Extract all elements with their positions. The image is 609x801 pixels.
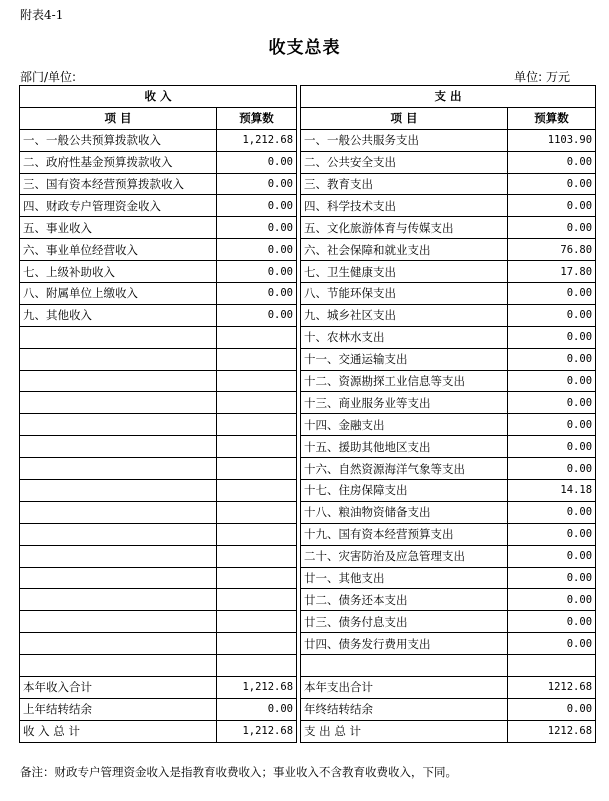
expense-budget-cell: 0.00 — [508, 392, 596, 414]
income-budget-cell: 0.00 — [217, 151, 297, 173]
table-row — [20, 458, 596, 480]
income-budget-cell — [217, 348, 297, 370]
income-budget-cell — [217, 589, 297, 611]
page-title: 收支总表 — [268, 38, 341, 58]
expense-budget-cell: 17.80 — [508, 261, 596, 283]
income-item-cell: 三、国有资本经营预算拨款收入 — [20, 173, 217, 195]
table-row — [20, 239, 596, 261]
income-item-cell: 九、其他收入 — [20, 304, 217, 326]
expense-header: 支 出 — [301, 86, 596, 108]
income-item-cell — [20, 370, 217, 392]
expense-item-cell: 四、科学技术支出 — [301, 195, 508, 217]
expense-item-cell: 十八、粮油物资储备支出 — [301, 501, 508, 523]
expense-budget-cell: 0.00 — [508, 567, 596, 589]
income-item-cell: 七、上级补助收入 — [20, 261, 217, 283]
table-row — [20, 698, 596, 720]
expense-item-cell: 十六、自然资源海洋气象等支出 — [301, 458, 508, 480]
table-row — [20, 326, 596, 348]
income-item-cell — [20, 458, 217, 480]
section-header-row — [20, 86, 596, 108]
table-row — [20, 283, 596, 305]
income-item-cell — [20, 436, 217, 458]
expense-budget-cell: 0.00 — [508, 436, 596, 458]
income-item-cell — [20, 655, 217, 677]
table-row — [20, 436, 596, 458]
income-budget-cell — [217, 436, 297, 458]
expense-budget-cell: 0.00 — [508, 151, 596, 173]
expense-budget-cell: 0.00 — [508, 633, 596, 655]
expense-budget-cell: 0.00 — [508, 195, 596, 217]
expense-budget-cell: 76.80 — [508, 239, 596, 261]
income-budget-cell — [217, 633, 297, 655]
income-budget-cell: 0.00 — [217, 261, 297, 283]
income-item-cell — [20, 589, 217, 611]
table-row — [20, 173, 596, 195]
income-item-cell: 六、事业单位经营收入 — [20, 239, 217, 261]
income-item-cell: 四、财政专户管理资金收入 — [20, 195, 217, 217]
table-row — [20, 129, 596, 151]
income-budget-cell — [217, 523, 297, 545]
income-budget-cell — [217, 611, 297, 633]
expense-budget-cell: 0.00 — [508, 523, 596, 545]
expense-budget-cell: 0.00 — [508, 545, 596, 567]
income-item-cell: 一、一般公共预算拨款收入 — [20, 129, 217, 151]
expense-budget-cell: 0.00 — [508, 370, 596, 392]
income-budget-cell — [217, 370, 297, 392]
income-budget-cell: 0.00 — [217, 217, 297, 239]
table-row — [20, 633, 596, 655]
income-budget-cell — [217, 414, 297, 436]
income-item-cell — [20, 326, 217, 348]
expense-item-cell: 七、卫生健康支出 — [301, 261, 508, 283]
income-item-cell — [20, 545, 217, 567]
table-row — [20, 720, 596, 742]
table-row — [20, 523, 596, 545]
expense-item-cell: 二十、灾害防治及应急管理支出 — [301, 545, 508, 567]
income-item-header: 项 目 — [20, 107, 217, 129]
expense-item-cell — [301, 655, 508, 677]
income-header: 收 入 — [20, 86, 297, 108]
expense-item-cell: 廿四、债务发行费用支出 — [301, 633, 508, 655]
table-row — [20, 217, 596, 239]
budget-table — [19, 85, 596, 743]
income-item-cell — [20, 633, 217, 655]
column-header-row — [20, 107, 596, 129]
expense-item-cell: 十、农林水支出 — [301, 326, 508, 348]
expense-budget-cell: 0.00 — [508, 501, 596, 523]
income-budget-cell — [217, 501, 297, 523]
expense-item-header: 项 目 — [301, 107, 508, 129]
expense-item-cell: 支 出 总 计 — [301, 720, 508, 742]
expense-budget-header: 预算数 — [508, 107, 596, 129]
expense-item-cell: 十一、交通运输支出 — [301, 348, 508, 370]
income-budget-cell: 0.00 — [217, 698, 297, 720]
expense-item-cell: 三、教育支出 — [301, 173, 508, 195]
income-item-cell: 收 入 总 计 — [20, 720, 217, 742]
expense-item-cell: 二、公共安全支出 — [301, 151, 508, 173]
expense-budget-cell: 0.00 — [508, 458, 596, 480]
expense-budget-cell: 14.18 — [508, 480, 596, 502]
table-row — [20, 195, 596, 217]
income-item-cell: 五、事业收入 — [20, 217, 217, 239]
income-budget-cell: 0.00 — [217, 304, 297, 326]
unit-label: 单位: 万元 — [514, 70, 570, 84]
income-budget-cell: 0.00 — [217, 283, 297, 305]
table-row — [20, 151, 596, 173]
table-row — [20, 611, 596, 633]
table-row — [20, 655, 596, 677]
expense-item-cell: 十五、援助其他地区支出 — [301, 436, 508, 458]
income-item-cell: 八、附属单位上缴收入 — [20, 283, 217, 305]
income-budget-cell: 0.00 — [217, 173, 297, 195]
expense-item-cell: 十七、住房保障支出 — [301, 480, 508, 502]
income-item-cell — [20, 523, 217, 545]
income-budget-header: 预算数 — [217, 107, 297, 129]
expense-budget-cell: 0.00 — [508, 589, 596, 611]
income-budget-cell: 0.00 — [217, 195, 297, 217]
income-budget-cell: 0.00 — [217, 239, 297, 261]
expense-item-cell: 五、文化旅游体育与传媒支出 — [301, 217, 508, 239]
expense-item-cell: 十二、资源勘探工业信息等支出 — [301, 370, 508, 392]
expense-item-cell: 六、社会保障和就业支出 — [301, 239, 508, 261]
table-row — [20, 392, 596, 414]
expense-budget-cell: 0.00 — [508, 414, 596, 436]
expense-item-cell: 九、城乡社区支出 — [301, 304, 508, 326]
expense-budget-cell: 0.00 — [508, 326, 596, 348]
income-budget-cell — [217, 392, 297, 414]
expense-budget-cell: 0.00 — [508, 304, 596, 326]
table-row — [20, 348, 596, 370]
table-row — [20, 567, 596, 589]
expense-item-cell: 十四、金融支出 — [301, 414, 508, 436]
income-budget-cell: 1,212.68 — [217, 129, 297, 151]
table-row — [20, 501, 596, 523]
income-item-cell: 上年结转结余 — [20, 698, 217, 720]
expense-item-cell: 廿三、债务付息支出 — [301, 611, 508, 633]
department-label: 部门/单位: — [20, 70, 77, 84]
expense-item-cell: 廿一、其他支出 — [301, 567, 508, 589]
expense-item-cell: 十三、商业服务业等支出 — [301, 392, 508, 414]
income-item-cell — [20, 501, 217, 523]
expense-budget-cell: 0.00 — [508, 283, 596, 305]
income-item-cell: 二、政府性基金预算拨款收入 — [20, 151, 217, 173]
table-row — [20, 545, 596, 567]
income-budget-cell — [217, 655, 297, 677]
table-row — [20, 261, 596, 283]
income-budget-cell — [217, 480, 297, 502]
income-budget-cell: 1,212.68 — [217, 720, 297, 742]
expense-budget-cell: 1103.90 — [508, 129, 596, 151]
income-item-cell — [20, 348, 217, 370]
expense-item-cell: 本年支出合计 — [301, 677, 508, 699]
table-row — [20, 414, 596, 436]
expense-budget-cell: 0.00 — [508, 173, 596, 195]
income-item-cell — [20, 392, 217, 414]
expense-budget-cell: 1212.68 — [508, 720, 596, 742]
expense-item-cell: 一、一般公共服务支出 — [301, 129, 508, 151]
income-item-cell — [20, 414, 217, 436]
expense-budget-cell: 0.00 — [508, 348, 596, 370]
income-item-cell — [20, 480, 217, 502]
appendix-label: 附表4-1 — [20, 8, 64, 22]
expense-budget-cell: 0.00 — [508, 611, 596, 633]
income-budget-cell: 1,212.68 — [217, 677, 297, 699]
income-budget-cell — [217, 458, 297, 480]
expense-budget-cell — [508, 655, 596, 677]
table-row — [20, 480, 596, 502]
income-item-cell — [20, 567, 217, 589]
income-budget-cell — [217, 545, 297, 567]
expense-budget-cell: 0.00 — [508, 217, 596, 239]
expense-item-cell: 年终结转结余 — [301, 698, 508, 720]
expense-budget-cell: 1212.68 — [508, 677, 596, 699]
expense-item-cell: 八、节能环保支出 — [301, 283, 508, 305]
expense-item-cell: 十九、国有资本经营预算支出 — [301, 523, 508, 545]
income-item-cell — [20, 611, 217, 633]
expense-item-cell: 廿二、债务还本支出 — [301, 589, 508, 611]
table-row — [20, 370, 596, 392]
income-item-cell: 本年收入合计 — [20, 677, 217, 699]
table-row — [20, 677, 596, 699]
table-row — [20, 589, 596, 611]
table-row — [20, 304, 596, 326]
income-budget-cell — [217, 326, 297, 348]
expense-budget-cell: 0.00 — [508, 698, 596, 720]
income-budget-cell — [217, 567, 297, 589]
footnote: 备注：财政专户管理资金收入是指教育收费收入；事业收入不含教育收费收入，下同。 — [20, 765, 457, 779]
